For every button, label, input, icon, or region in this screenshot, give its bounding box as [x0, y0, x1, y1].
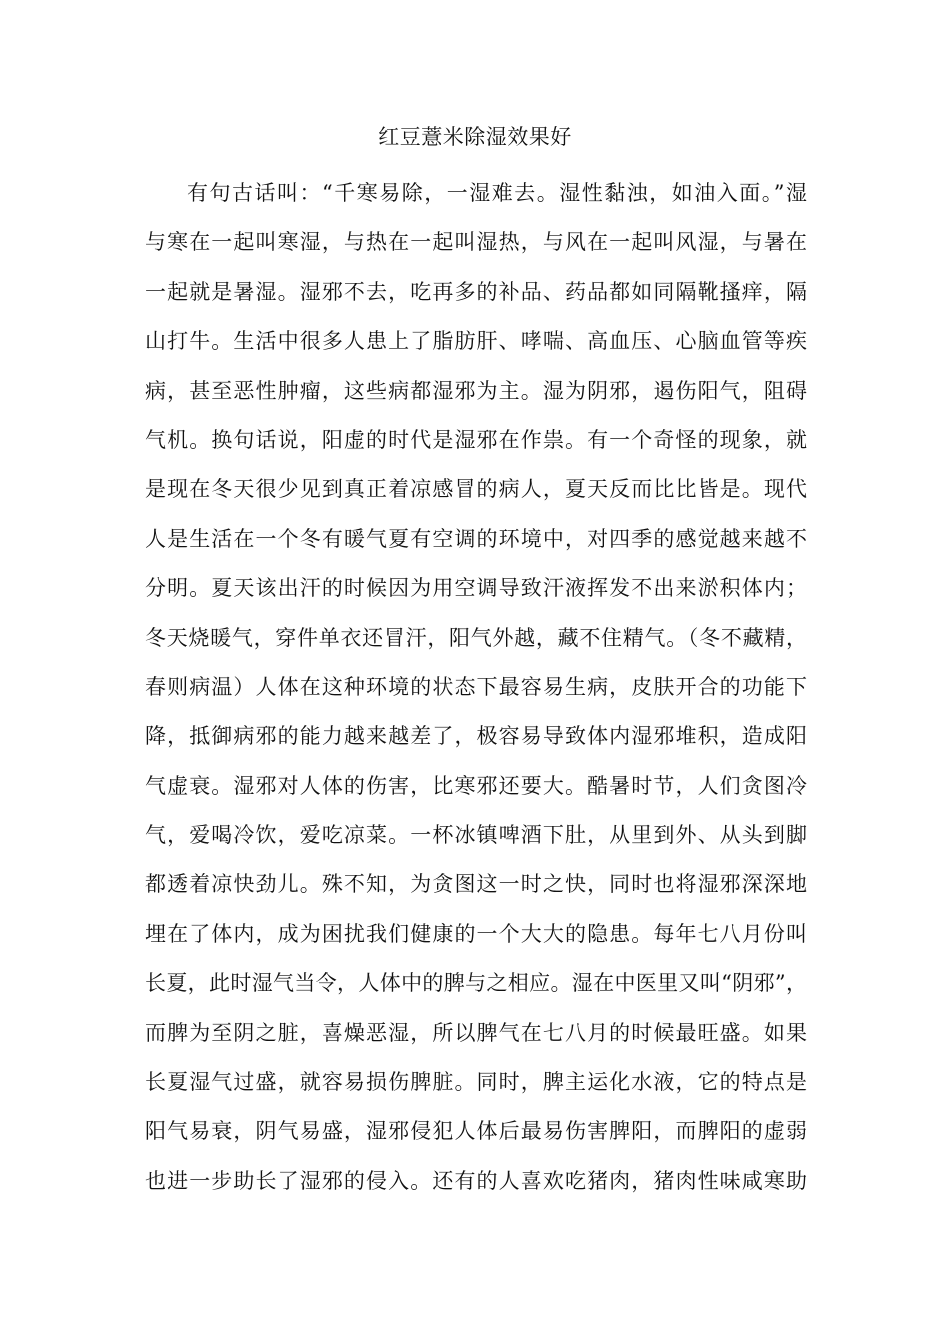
paragraph-line: 也进一步助长了湿邪的侵入。还有的人喜欢吃猪肉，猪肉性味咸寒助: [145, 1168, 807, 1193]
paragraph-line: 人是生活在一个冬有暖气夏有空调的环境中，对四季的感觉越来越不: [145, 526, 807, 551]
paragraph-line: 是现在冬天很少见到真正着凉感冒的病人，夏天反而比比皆是。现代: [145, 477, 807, 502]
paragraph-line: 病，甚至恶性肿瘤，这些病都湿邪为主。湿为阴邪，遏伤阳气，阻碍: [145, 378, 807, 403]
paragraph-line: 而脾为至阴之脏，喜燥恶湿，所以脾气在七八月的时候最旺盛。如果: [145, 1020, 807, 1045]
paragraph-line: 气机。换句话说，阳虚的时代是湿邪在作祟。有一个奇怪的现象，就: [145, 427, 807, 452]
paragraph-line: 长夏湿气过盛，就容易损伤脾脏。同时，脾主运化水液，它的特点是: [145, 1070, 807, 1095]
paragraph-line: 一起就是暑湿。湿邪不去，吃再多的补品、药品都如同隔靴搔痒，隔: [145, 279, 807, 304]
paragraph-line: 春则病温）人体在这种环境的状态下最容易生病，皮肤开合的功能下: [145, 674, 807, 699]
paragraph-line: 有句古话叫：“千寒易除，一湿难去。湿性黏浊，如油入面。”湿: [187, 181, 807, 205]
paragraph-line: 气，爱喝冷饮，爱吃凉菜。一杯冰镇啤酒下肚，从里到外、从头到脚: [145, 823, 807, 848]
paragraph-line: 冬天烧暖气，穿件单衣还冒汗，阳气外越，藏不住精气。（冬不藏精，: [145, 625, 807, 650]
paragraph-line: 气虚衰。湿邪对人体的伤害，比寒邪还要大。酷暑时节，人们贪图冷: [145, 773, 807, 798]
document-body: [145, 169, 807, 1206]
paragraph-line: 山打牛。生活中很多人患上了脂肪肝、哮喘、高血压、心脑血管等疾: [145, 329, 807, 354]
paragraph-line: 分明。夏天该出汗的时候因为用空调导致汗液挥发不出来淤积体内；: [145, 576, 807, 601]
paragraph-line: 都透着凉快劲儿。殊不知，为贪图这一时之快，同时也将湿邪深深地: [145, 872, 807, 897]
paragraph-line: 降，抵御病邪的能力越来越差了，极容易导致体内湿邪堆积，造成阳: [145, 724, 807, 749]
document-title: 红豆薏米除湿效果好: [378, 125, 572, 149]
paragraph-line: 阳气易衰，阴气易盛，湿邪侵犯人体后最易伤害脾阳，而脾阳的虚弱: [145, 1119, 807, 1144]
paragraph-line: 长夏，此时湿气当令，人体中的脾与之相应。湿在中医里又叫“阴邪”，: [145, 971, 807, 996]
paragraph-line: 与寒在一起叫寒湿，与热在一起叫湿热，与风在一起叫风湿，与暑在: [145, 230, 807, 255]
paragraph-line: 埋在了体内，成为困扰我们健康的一个大大的隐患。每年七八月份叫: [145, 921, 807, 946]
